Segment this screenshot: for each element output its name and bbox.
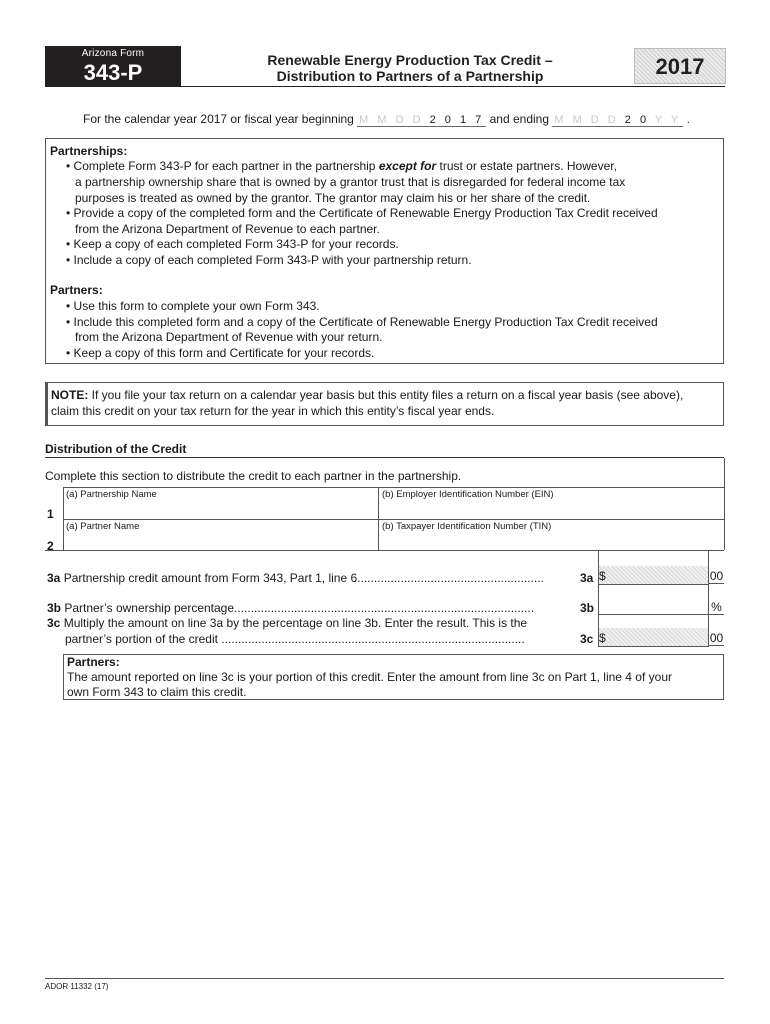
header-rule	[45, 86, 725, 87]
line-3c	[47, 616, 527, 630]
partnerships-line-3: purposes is treated as owned by the grantor. The grantor may claim his or her share of the credit.	[75, 191, 591, 205]
table-right-border	[724, 458, 725, 550]
partnerships-bullet-2: • Provide a copy of the completed form and the Certificate of Renewable Energy Production Tax Credit received	[66, 206, 658, 220]
form-label: Arizona Form	[81, 48, 145, 59]
distribution-heading: Distribution of the Credit	[45, 442, 187, 456]
tax-year-box	[634, 48, 726, 84]
partner-name-field[interactable]	[64, 520, 377, 549]
line-3c-text-1: Multiply the amount on line 3a by the percentage on line 3b. Enter the result. This is the	[63, 616, 528, 630]
end-year-prefix: 2 0	[624, 114, 650, 126]
end-year-placeholder: Y Y	[654, 114, 682, 126]
partners-bullet-1: • Use this form to complete your own Form 343.	[66, 299, 320, 313]
partnerships-line-1a: • Complete Form 343-P for each partner in the partnership	[66, 159, 376, 173]
line-3a-text: Partnership credit amount from Form 343, Part 1, line 6........................................................	[63, 571, 544, 585]
tax-period-line	[83, 112, 690, 127]
row-number-1: 1	[47, 507, 54, 521]
partners-bullet-2: • Include this completed form and a copy of the Certificate of Renewable Energy Production Tax Credit received	[66, 315, 658, 329]
line-3a-amount-field[interactable]	[599, 566, 708, 585]
footer-rule	[45, 978, 724, 979]
partnerships-line-1b: trust or estate partners. However,	[436, 159, 617, 173]
note-text-1: If you file your tax return on a calendar year basis but this entity files a return on a fiscal year basis (see above),	[88, 388, 684, 402]
begin-date-placeholder: M M D D	[359, 114, 424, 126]
ein-field[interactable]	[379, 488, 723, 518]
partners-note-line-2: own Form 343 to claim this credit.	[67, 685, 247, 699]
except-for-emphasis: except for	[378, 159, 437, 173]
line-3a-box-label: 3a	[580, 571, 594, 585]
line-3a-currency: $	[599, 569, 606, 583]
line-3a-cents: 00	[709, 569, 724, 583]
line-3c-currency: $	[599, 631, 606, 645]
form-title-line1: Renewable Energy Production Tax Credit –	[267, 52, 553, 68]
instructions-box	[45, 138, 724, 364]
partners-note-box	[63, 654, 724, 700]
distribution-rule	[45, 457, 724, 458]
partnerships-bullet-1	[66, 159, 617, 173]
partners-note-line-1: The amount reported on line 3c is your portion of this credit. Enter the amount from line 3c on Part 1, line 4 of your	[67, 670, 672, 684]
form-title-line2: Distribution to Partners of a Partnership	[276, 68, 544, 84]
note-box	[45, 382, 724, 426]
line-3b-text: Partner’s ownership percentage..........................................................................................	[64, 601, 535, 615]
note-line-2: claim this credit on your tax return for the year in which this entity’s fiscal year ends.	[51, 404, 495, 418]
line-3b	[47, 601, 534, 615]
partnerships-line-2: a partnership ownership share that is owned by a grantor trust that is disregarded for federal income tax	[75, 175, 626, 189]
note-label: NOTE:	[51, 388, 89, 402]
line-3c-number: 3c	[47, 616, 61, 630]
line-3c-text-2: partner’s portion of the credit ...........................................................................................	[65, 632, 525, 646]
line-3c-amount-field[interactable]	[599, 628, 708, 647]
line-3c-cents: 00	[709, 631, 724, 645]
tin-field[interactable]	[379, 520, 723, 549]
table-bottom-border	[45, 550, 724, 551]
ein-label: (b) Employer Identification Number (EIN)	[382, 489, 554, 500]
partners-note-heading: Partners:	[67, 655, 120, 669]
note-line-1	[51, 388, 683, 402]
partnerships-bullet-3: • Keep a copy of each completed Form 343-P for your records.	[66, 237, 399, 251]
form-number: 343-P	[83, 60, 143, 85]
period-text-end: .	[686, 112, 690, 126]
line-3b-percentage-field[interactable]	[599, 598, 708, 615]
partnerships-heading: Partnerships:	[50, 144, 128, 158]
begin-year: 2 0 1 7	[429, 114, 485, 126]
distribution-instruction: Complete this section to distribute the credit to each partner in the partnership.	[45, 469, 462, 483]
partners-heading: Partners:	[50, 283, 103, 297]
partners-line-3: from the Arizona Department of Revenue with your return.	[75, 330, 383, 344]
row-number-2: 2	[47, 539, 54, 553]
partnerships-bullet-4: • Include a copy of each completed Form 343-P with your partnership return.	[66, 253, 472, 267]
form-badge	[45, 46, 181, 86]
end-date-field[interactable]	[552, 114, 683, 127]
tax-year: 2017	[655, 54, 705, 79]
line-3a	[47, 571, 544, 585]
line-3b-box-label: 3b	[580, 601, 595, 615]
period-text-mid: and ending	[489, 112, 549, 126]
end-date-placeholder: M M D D	[554, 114, 619, 126]
tin-label: (b) Taxpayer Identification Number (TIN)	[382, 521, 552, 532]
line-3b-percent-sign: %	[709, 600, 724, 615]
partner-name-label: (a) Partner Name	[66, 521, 140, 532]
begin-date-field[interactable]	[357, 114, 486, 127]
period-text-before: For the calendar year 2017 or fiscal year beginning	[83, 112, 354, 126]
line-3b-number: 3b	[47, 601, 62, 615]
line-3c-box-label: 3c	[580, 632, 594, 646]
line-3a-number: 3a	[47, 571, 61, 585]
partnership-name-label: (a) Partnership Name	[66, 489, 157, 500]
partnerships-line-5: from the Arizona Department of Revenue to each partner.	[75, 222, 380, 236]
form-code: ADOR 11332 (17)	[45, 982, 109, 991]
partners-bullet-3: • Keep a copy of this form and Certificate for your records.	[66, 346, 375, 360]
partnership-name-field[interactable]	[64, 488, 377, 518]
